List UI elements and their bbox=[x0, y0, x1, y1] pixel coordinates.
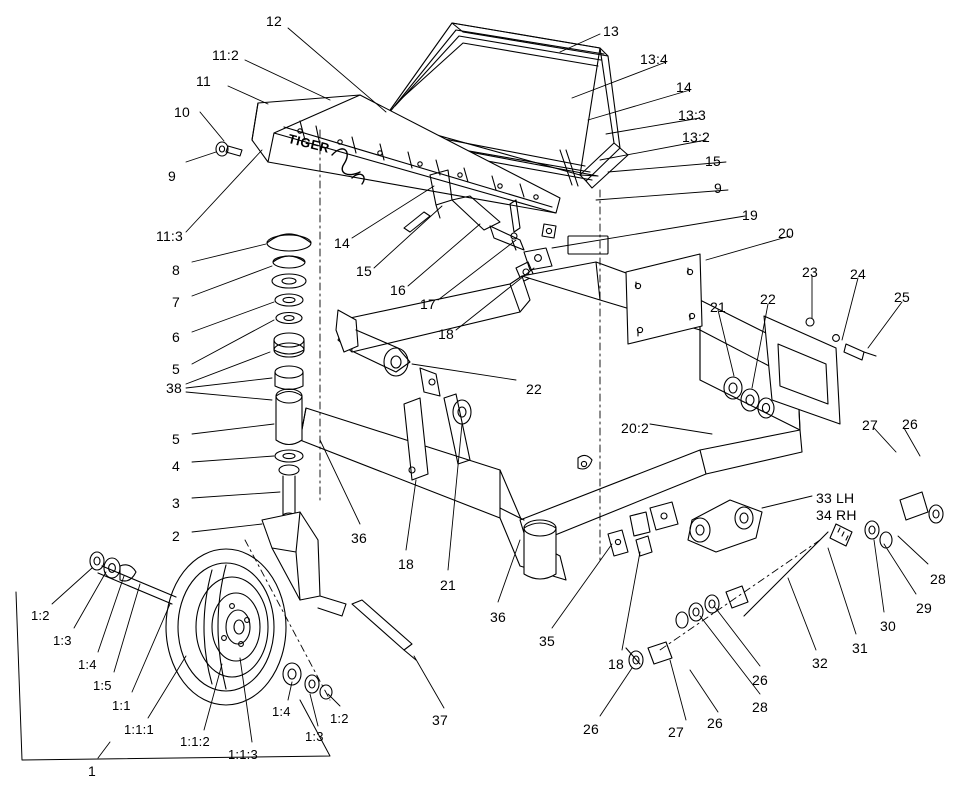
callout-1-5[interactable]: 1:5 bbox=[93, 678, 112, 693]
callout-18-a[interactable]: 18 bbox=[438, 326, 454, 342]
callout-1[interactable]: 1 bbox=[88, 763, 96, 779]
wheel-assembly-1 bbox=[16, 549, 332, 760]
callout-35[interactable]: 35 bbox=[539, 633, 555, 649]
callout-24[interactable]: 24 bbox=[850, 266, 866, 282]
callout-8[interactable]: 8 bbox=[172, 262, 180, 278]
callout-13-2[interactable]: 13:2 bbox=[682, 129, 711, 145]
callout-1-1[interactable]: 1:1 bbox=[112, 698, 131, 713]
callout-1-2-a[interactable]: 1:2 bbox=[31, 608, 50, 623]
callout-9-a[interactable]: 9 bbox=[168, 168, 176, 184]
callout-12[interactable]: 12 bbox=[266, 13, 282, 29]
link-arms bbox=[608, 500, 762, 556]
callout-25[interactable]: 25 bbox=[894, 289, 910, 305]
center-lines bbox=[245, 130, 820, 700]
callout-1-3-b[interactable]: 1:3 bbox=[305, 729, 324, 744]
callout-14-a[interactable]: 14 bbox=[334, 235, 350, 251]
callout-26-a[interactable]: 26 bbox=[902, 416, 918, 432]
callout-16[interactable]: 16 bbox=[390, 282, 406, 298]
callout-22-b[interactable]: 22 bbox=[760, 291, 776, 307]
callout-1-1-2[interactable]: 1:1:2 bbox=[180, 734, 210, 749]
callout-32[interactable]: 32 bbox=[812, 655, 828, 671]
turnbuckle-rod bbox=[626, 492, 943, 669]
callout-14-b[interactable]: 14 bbox=[676, 79, 692, 95]
callout-29[interactable]: 29 bbox=[916, 600, 932, 616]
callout-27-a[interactable]: 27 bbox=[862, 417, 878, 433]
callout-26-d[interactable]: 26 bbox=[583, 721, 599, 737]
callout-37[interactable]: 37 bbox=[432, 712, 448, 728]
callout-1-3-a[interactable]: 1:3 bbox=[53, 633, 72, 648]
callout-4[interactable]: 4 bbox=[172, 458, 180, 474]
callout-15-b[interactable]: 15 bbox=[705, 153, 721, 169]
callout-22-a[interactable]: 22 bbox=[526, 381, 542, 397]
callout-18-c[interactable]: 18 bbox=[608, 656, 624, 672]
callout-13-3[interactable]: 13:3 bbox=[678, 107, 707, 123]
callout-6[interactable]: 6 bbox=[172, 329, 180, 345]
callout-3[interactable]: 3 bbox=[172, 495, 180, 511]
callout-21-a[interactable]: 21 bbox=[710, 299, 726, 315]
callout-26-b[interactable]: 26 bbox=[752, 672, 768, 688]
callout-34-rh[interactable]: 34 RH bbox=[816, 507, 857, 523]
callout-27-b[interactable]: 27 bbox=[668, 724, 684, 740]
callout-1-1-1[interactable]: 1:1:1 bbox=[124, 722, 154, 737]
callout-5-b[interactable]: 5 bbox=[172, 431, 180, 447]
callout-21-b[interactable]: 21 bbox=[440, 577, 456, 593]
callout-19[interactable]: 19 bbox=[742, 207, 758, 223]
callout-38[interactable]: 38 bbox=[166, 380, 182, 396]
callout-23[interactable]: 23 bbox=[802, 264, 818, 280]
callout-1-2-b[interactable]: 1:2 bbox=[330, 711, 349, 726]
callout-1-1-3[interactable]: 1:1:3 bbox=[228, 747, 258, 762]
callout-13-4[interactable]: 13:4 bbox=[640, 51, 669, 67]
callout-30[interactable]: 30 bbox=[880, 618, 896, 634]
callout-11-3[interactable]: 11:3 bbox=[156, 228, 184, 244]
callout-1-4-b[interactable]: 1:4 bbox=[272, 704, 291, 719]
callout-33-lh[interactable]: 33 LH bbox=[816, 490, 855, 506]
callout-11-2[interactable]: 11:2 bbox=[212, 47, 240, 63]
callout-1-4-a[interactable]: 1:4 bbox=[78, 657, 97, 672]
callout-18-b[interactable]: 18 bbox=[398, 556, 414, 572]
callout-2[interactable]: 2 bbox=[172, 528, 180, 544]
callout-36-b[interactable]: 36 bbox=[490, 609, 506, 625]
callout-10[interactable]: 10 bbox=[174, 104, 190, 120]
callout-36-a[interactable]: 36 bbox=[351, 530, 367, 546]
callout-28-a[interactable]: 28 bbox=[930, 571, 946, 587]
callout-11[interactable]: 11 bbox=[196, 73, 211, 89]
bolt-37 bbox=[352, 600, 416, 660]
callout-15-a[interactable]: 15 bbox=[356, 263, 372, 279]
callout-20[interactable]: 20 bbox=[778, 225, 794, 241]
left-fasteners bbox=[216, 142, 242, 156]
callout-5-a[interactable]: 5 bbox=[172, 361, 180, 377]
callout-9-b[interactable]: 9 bbox=[714, 180, 722, 196]
callout-31[interactable]: 31 bbox=[852, 640, 868, 656]
callout-13[interactable]: 13 bbox=[603, 23, 619, 39]
brand-label: TIGER bbox=[286, 131, 332, 156]
callout-20-2[interactable]: 20:2 bbox=[621, 420, 650, 436]
callout-26-c[interactable]: 26 bbox=[707, 715, 723, 731]
callout-7[interactable]: 7 bbox=[172, 294, 180, 310]
callout-17[interactable]: 17 bbox=[420, 296, 436, 312]
callout-28-b[interactable]: 28 bbox=[752, 699, 768, 715]
